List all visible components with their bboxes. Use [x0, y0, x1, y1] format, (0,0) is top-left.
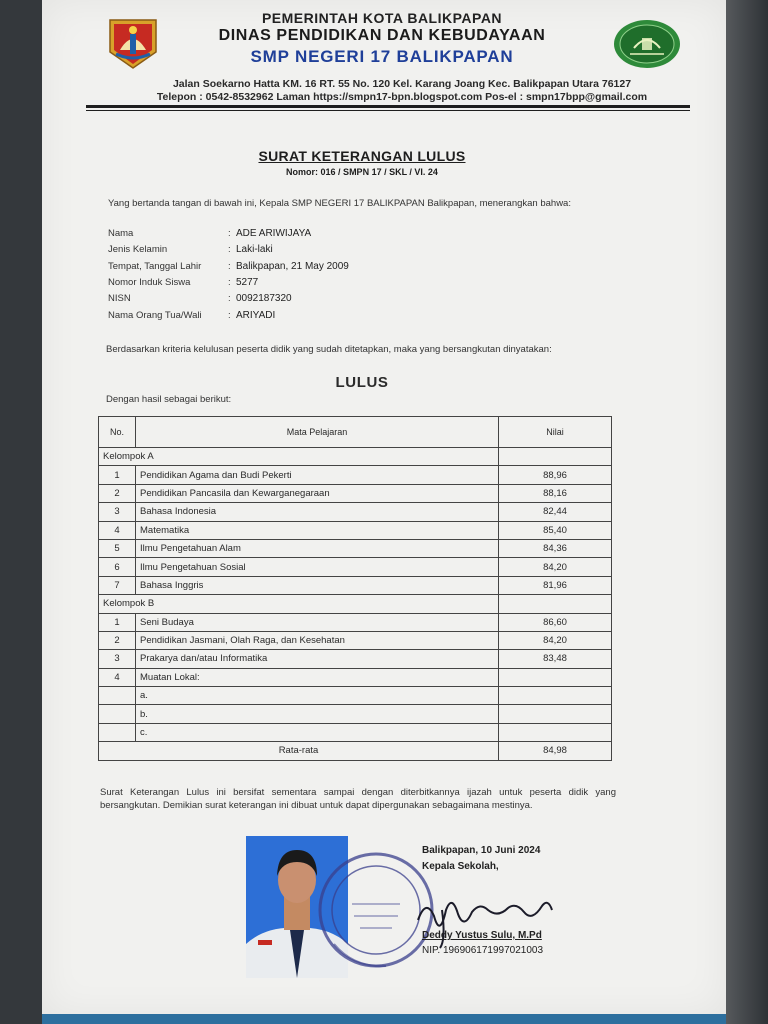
identity-value: Balikpapan, 21 May 2009: [236, 261, 349, 272]
certificate-paper: PEMERINTAH KOTA BALIKPAPAN DINAS PENDIDIKAN DAN KEBUDAYAAN SMP NEGERI 17 BALIKPAPAN Jalan Soekarno Hatta KM. 16 RT. 55 No. 120 Kel. Karang Joang Kec. Balikpapan Utara 76127 Telepon : 0542-8532962 Laman https://smpn17-bpn.blogspot.com Pos-el : smpn17bpp@gmail.com SURAT KETERANGAN LULUS Nomor: 016 / SMPN 17 / SKL / VI. 24 Yang bertanda tangan di bawah ini, Kepala SMP NEGERI 17 BALIKPAPAN Balikpapan, menerangkan bahwa: Nama : ADE ARIWIJAYA Jenis Kelamin : Laki-laki Tempat, Tanggal Lahir : Balikpapan, 21 May 2009 Nomor Induk Siswa : 5277 NISN : 0092187320 Nama Orang Tua/Wali : ARIYADI Berdasarkan kriteria kelulusan peserta didik yang sudah ditetapkan, maka yang bersangkutan dinyatakan: LULUS Dengan hasil sebagai berikut: No. Mata Pelajaran Nilai Kelompok A 1 Pendidikan Agama dan Budi Pekerti 88,96 2 Pendidikan Pancasila dan Kewarganegaraan 88,16 3 Bahasa Indonesia 82,44 4 Matematika 85,40 5 Ilmu Pengetahuan Alam 84,36 6 Ilmu Pengetahuan Sosial 84,20 7 Bahasa Inggris 81,96 Kelompok B 1 Seni Budaya 86,60 2 Pendidikan Jasmani, Olah Raga, dan Kesehatan 84,20 3 Prakarya dan/atau Informatika 83,48 4 Muatan Lokal: a. b. c. Rata-rata 84,98 Surat Keterangan Lulus ini bersifat sementara sampai dengan diterbitkannya ijazah untuk peserta didik yang bersangkutan. Demikian surat keterangan ini dibuat untuk dapat dipergunakan sebagaimana mestinya. Balikpapan, 10 Juni 2024 Kepala Sekolah, Deddy Yustus Sulu, M.Pd NIP. 196906171997021003: [42, 0, 726, 1016]
table-row: [99, 723, 612, 741]
school-contact: Telepon : 0542-8532962 Laman https://smpn17-bpn.blogspot.com Pos-el : smpn17bpp@gmail.com: [156, 91, 648, 103]
column-header-subject: Mata Pelajaran: [136, 417, 499, 448]
identity-value: Laki-laki: [236, 244, 273, 255]
document-title: SURAT KETERANGAN LULUS: [258, 148, 466, 164]
result-status: LULUS: [335, 374, 389, 391]
group-b-label: Kelompok B: [99, 595, 499, 613]
subject-score: 81,96: [499, 576, 612, 594]
subject-score: 84,20: [499, 558, 612, 576]
row-number: [99, 723, 136, 741]
subject-name: Bahasa Indonesia: [136, 503, 499, 521]
signature-place-date: Balikpapan, 10 Juni 2024: [422, 845, 541, 856]
table-row: [99, 631, 612, 649]
identity-label: Nomor Induk Siswa: [108, 277, 191, 288]
bottom-edge-strip: [42, 1014, 726, 1024]
subject-name: Ilmu Pengetahuan Sosial: [136, 558, 499, 576]
department-name: DINAS PENDIDIKAN DAN KEBUDAYAAN: [218, 27, 546, 44]
subject-name: c.: [136, 723, 499, 741]
closing-text: Surat Keterangan Lulus ini bersifat sementara sampai dengan diterbitkannya ijazah untuk peserta didik yang bersangkutan. Demikian surat keterangan ini dibuat untuk dapat dipergunakan sebagaimana mestinya.: [100, 787, 616, 811]
subject-name: Pendidikan Jasmani, Olah Raga, dan Kesehatan: [136, 631, 499, 649]
row-number: 5: [99, 539, 136, 557]
signature-role: Kepala Sekolah,: [422, 861, 499, 872]
group-header-row: [99, 448, 612, 466]
row-number: 4: [99, 668, 136, 686]
table-row: [99, 687, 612, 705]
table-row: [99, 503, 612, 521]
subject-name: Bahasa Inggris: [136, 576, 499, 594]
subject-name: Pendidikan Pancasila dan Kewarganegaraan: [136, 484, 499, 502]
subject-name: Matematika: [136, 521, 499, 539]
row-number: 4: [99, 521, 136, 539]
identity-label: Jenis Kelamin: [108, 244, 168, 255]
row-number: [99, 705, 136, 723]
subject-score: [499, 723, 612, 741]
row-number: 6: [99, 558, 136, 576]
subject-score: 88,96: [499, 466, 612, 484]
table-row: [99, 576, 612, 594]
table-row: [99, 668, 612, 686]
graduation-statement: Berdasarkan kriteria kelulusan peserta didik yang sudah ditetapkan, maka yang bersangkutan dinyatakan:: [106, 344, 552, 355]
subject-name: Ilmu Pengetahuan Alam: [136, 539, 499, 557]
school-name: SMP NEGERI 17 BALIKPAPAN: [250, 47, 514, 66]
result-intro: Dengan hasil sebagai berikut:: [106, 394, 232, 405]
table-row: [99, 650, 612, 668]
document-number: Nomor: 016 / SMPN 17 / SKL / VI. 24: [286, 167, 438, 177]
table-row: [99, 539, 612, 557]
grades-table: [98, 416, 612, 761]
row-number: 3: [99, 503, 136, 521]
group-a-label: Kelompok A: [99, 448, 499, 466]
row-number: 2: [99, 484, 136, 502]
table-row: [99, 705, 612, 723]
subject-score: [499, 705, 612, 723]
subject-score: [499, 668, 612, 686]
identity-value: ARIYADI: [236, 310, 276, 321]
row-number: 2: [99, 631, 136, 649]
subject-name: a.: [136, 687, 499, 705]
average-label: Rata-rata: [99, 742, 499, 760]
identity-value: 0092187320: [236, 293, 292, 304]
group-header-row: [99, 595, 612, 613]
header-rule-thin: [86, 110, 690, 111]
subject-name: Prakarya dan/atau Informatika: [136, 650, 499, 668]
row-number: 1: [99, 466, 136, 484]
identity-label: Tempat, Tanggal Lahir: [108, 261, 202, 272]
subject-score: 84,20: [499, 631, 612, 649]
intro-text: Yang bertanda tangan di bawah ini, Kepala SMP NEGERI 17 BALIKPAPAN Balikpapan, menerangkan bahwa:: [108, 198, 571, 209]
subject-score: 84,36: [499, 539, 612, 557]
row-number: [99, 687, 136, 705]
identity-value: 5277: [236, 277, 259, 288]
table-row: [99, 466, 612, 484]
table-row: [99, 613, 612, 631]
subject-name: b.: [136, 705, 499, 723]
average-row: [99, 742, 612, 760]
background-left: [0, 0, 42, 1024]
row-number: 1: [99, 613, 136, 631]
average-score: 84,98: [499, 742, 612, 760]
subject-score: 85,40: [499, 521, 612, 539]
row-number: 7: [99, 576, 136, 594]
subject-score: 86,60: [499, 613, 612, 631]
table-row: [99, 484, 612, 502]
subject-score: [499, 687, 612, 705]
column-header-score: Nilai: [499, 417, 612, 448]
column-header-no: No.: [99, 417, 136, 448]
identity-value: ADE ARIWIJAYA: [236, 228, 312, 239]
subject-score: 82,44: [499, 503, 612, 521]
background-right: [722, 0, 768, 1024]
header-rule-thick: [86, 105, 690, 108]
principal-name: Deddy Yustus Sulu, M.Pd: [422, 930, 542, 941]
table-row: [99, 521, 612, 539]
subject-name: Seni Budaya: [136, 613, 499, 631]
subject-score: 88,16: [499, 484, 612, 502]
identity-label: NISN: [108, 293, 131, 304]
subject-name: Pendidikan Agama dan Budi Pekerti: [136, 466, 499, 484]
subject-name: Muatan Lokal:: [136, 668, 499, 686]
subject-score: 83,48: [499, 650, 612, 668]
row-number: 3: [99, 650, 136, 668]
government-name: PEMERINTAH KOTA BALIKPAPAN: [261, 10, 503, 26]
school-emblem-logo: [612, 18, 682, 70]
school-address: Jalan Soekarno Hatta KM. 16 RT. 55 No. 120 Kel. Karang Joang Kec. Balikpapan Utara 76127: [172, 78, 632, 90]
identity-label: Nama: [108, 228, 134, 239]
principal-nip: NIP. 196906171997021003: [422, 945, 544, 956]
table-header-row: [99, 417, 612, 448]
table-row: [99, 558, 612, 576]
identity-label: Nama Orang Tua/Wali: [108, 310, 202, 321]
